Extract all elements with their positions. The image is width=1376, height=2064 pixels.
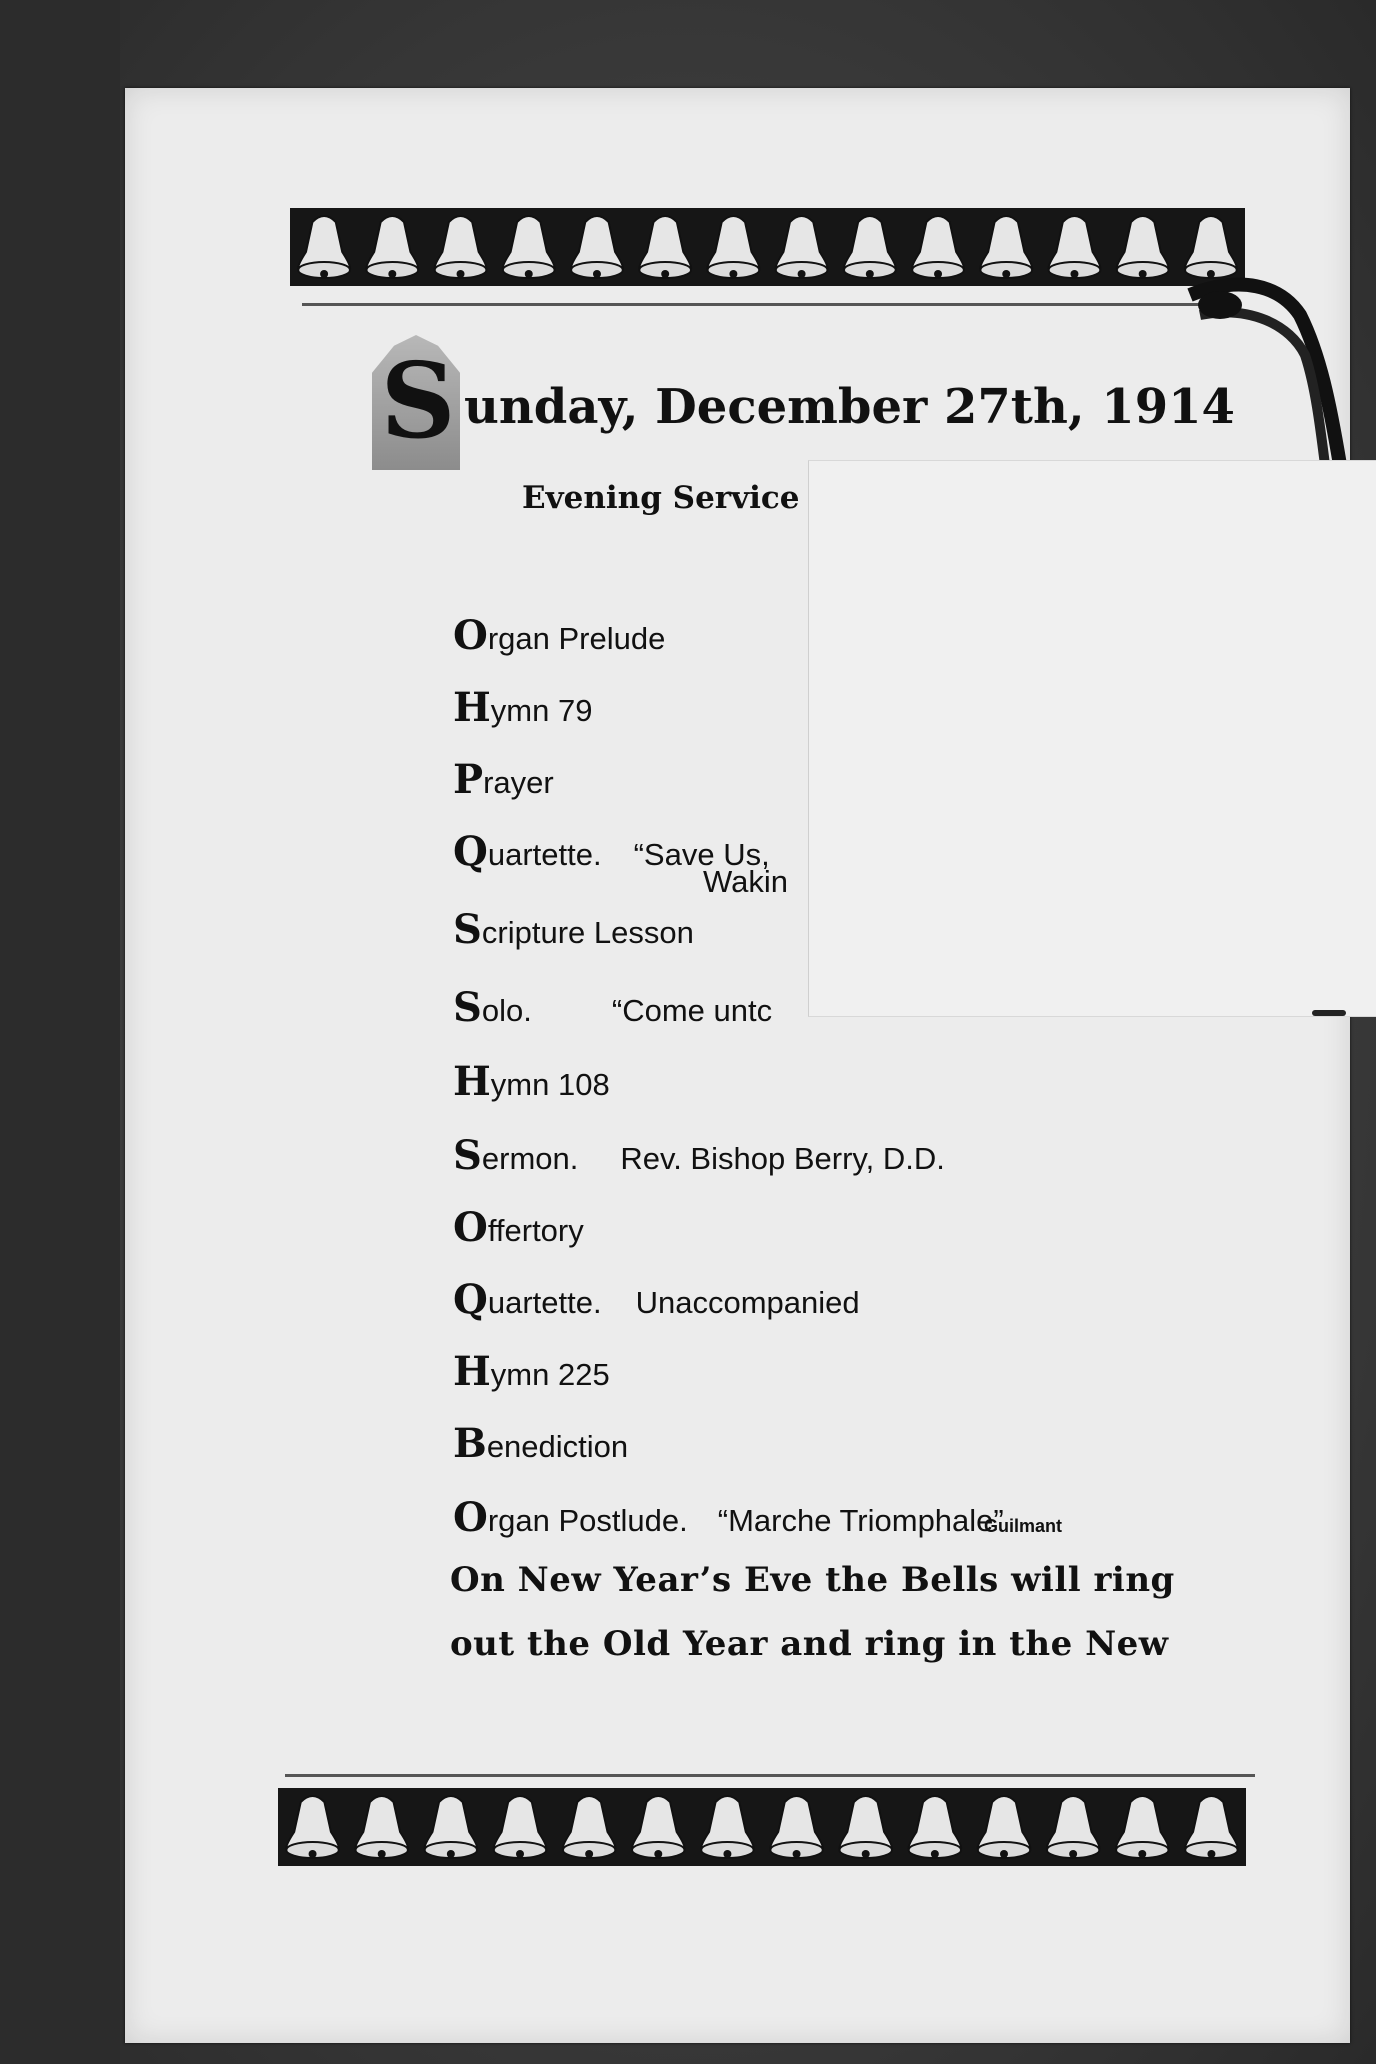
item-initial: H [453,684,491,731]
bell-border-band [278,1788,1246,1866]
program-item-organ-postlude [453,1494,1004,1541]
page-title: unday, December 27th, 1914 [464,379,1235,435]
item-label: ermon. [481,1141,579,1176]
item-detail-line2: Wakin [703,864,788,899]
item-label: ymn 108 [490,1067,610,1102]
item-label: enediction [486,1429,629,1464]
item-initial: S [453,906,482,953]
page-mark [1312,1010,1346,1016]
top-bell-border [290,208,1245,286]
program-heading [372,335,1235,465]
item-label: cripture Lesson [481,915,694,950]
item-initial: S [453,984,482,1031]
item-initial: P [453,756,484,803]
item-detail: “Marche Triomphale” [717,1503,1004,1538]
composer-credit: Guilmant [984,1516,1063,1536]
program-item-offertory [453,1204,584,1251]
bottom-rule [285,1774,1255,1777]
item-initial: S [453,1132,482,1179]
program-item-benediction [453,1420,628,1467]
program-item-hymn-108 [453,1058,610,1105]
top-rule [302,303,1202,306]
program-item-solo [453,984,772,1031]
bell-border-graphic [278,1788,1246,1866]
item-detail: “Save Us, [633,837,770,872]
bottom-bell-border [278,1788,1246,1866]
item-label: ymn 225 [490,1357,610,1392]
item-initial: H [453,1058,491,1105]
service-subtitle: Evening Service [522,480,800,516]
item-initial: O [453,1494,488,1541]
closing-line-1: On New Year’s Eve the Bells will ring [450,1560,1175,1600]
item-initial: O [453,1204,488,1251]
item-label: rgan Postlude. [487,1503,688,1538]
item-detail: “Come untc [611,993,773,1028]
bell-border-band [290,208,1245,286]
program-item-sermon [453,1132,945,1179]
item-label: uartette. [487,1285,602,1320]
bell-border-graphic [290,208,1245,286]
item-detail: Rev. Bishop Berry, D.D. [620,1141,945,1176]
item-label: rgan Prelude [487,621,666,656]
item-detail: Unaccompanied [635,1285,860,1320]
program-item-hymn-79 [453,684,592,731]
item-label: olo. [481,993,532,1028]
item-label: uartette. [487,837,602,872]
closing-line-2: out the Old Year and ring in the New [450,1624,1169,1664]
program-item-scripture-lesson [453,906,694,953]
item-label: ymn 79 [490,693,593,728]
item-initial: Q [453,828,488,875]
item-label: rayer [483,765,554,800]
item-initial: O [453,612,488,659]
overlapping-page [808,460,1376,1017]
item-initial: B [453,1420,487,1467]
item-label: ffertory [487,1213,584,1248]
item-initial: Q [453,1276,488,1323]
program-item-quartette [453,828,788,899]
scrapbook-spine [0,0,120,2064]
item-initial: H [453,1348,491,1395]
illuminated-initial: S [380,339,456,462]
program-item-hymn-225 [453,1348,610,1395]
program-item-prayer [453,756,554,803]
program-item-quartette-unaccompanied [453,1276,860,1323]
program-item-organ-prelude [453,612,665,659]
